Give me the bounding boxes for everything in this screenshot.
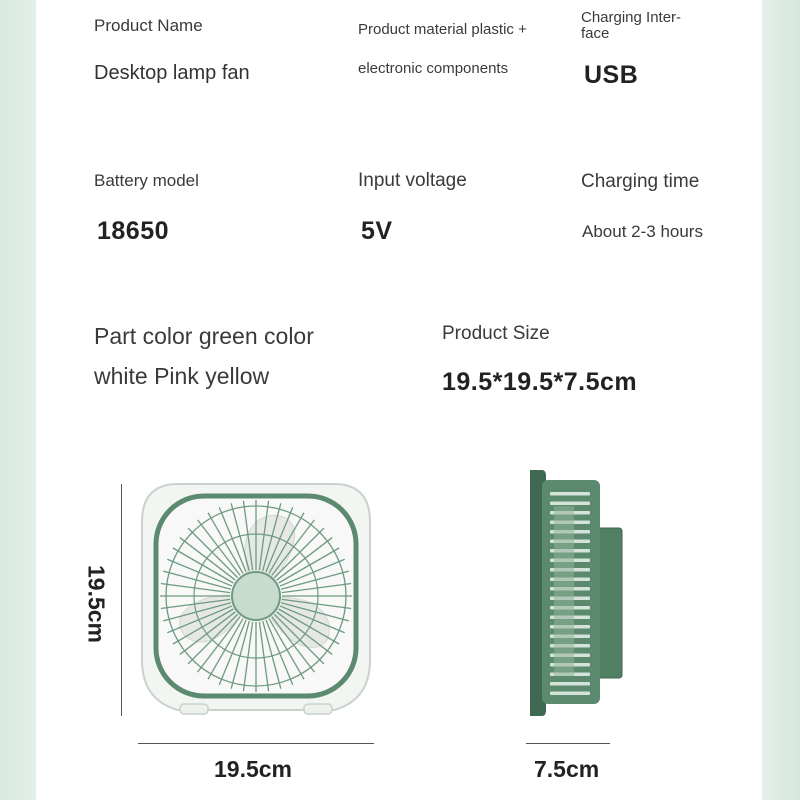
vent-slat [550,502,590,506]
battery-model-label: Battery model [94,171,199,190]
charging-interface-value: USB [584,61,639,89]
product-material-line2: electronic components [358,60,509,77]
product-name-label: Product Name [94,16,203,35]
product-size-value: 19.5*19.5*7.5cm [442,368,638,396]
product-name-value: Desktop lamp fan [94,62,250,84]
vent-slat [550,492,590,496]
product-size-label: Product Size [442,323,550,344]
depth-dimension-line [526,743,610,744]
fan-front-view-illustration [138,478,374,720]
fan-side-view-illustration [524,466,628,720]
side-depth-label: 7.5cm [534,756,600,782]
product-material-line1: Product material plastic + [358,21,527,38]
charging-time-value: About 2-3 hours [582,222,703,241]
charging-time-label: Charging time [581,171,700,192]
vent-slat [550,692,590,696]
part-color-line1: Part color green color [94,323,314,349]
part-color-line2: white Pink yellow [94,363,270,389]
width-dimension-line [138,743,374,744]
charging-interface-label-line2: face [581,25,610,42]
input-voltage-label: Input voltage [358,170,467,191]
input-voltage-value: 5V [361,217,393,245]
charging-interface-label-line1: Charging Inter- [581,9,682,26]
front-height-label: 19.5cm [83,564,110,644]
battery-model-value: 18650 [97,217,170,245]
height-dimension-line [121,484,122,716]
vent-slat [550,682,590,686]
front-width-label: 19.5cm [214,756,293,782]
